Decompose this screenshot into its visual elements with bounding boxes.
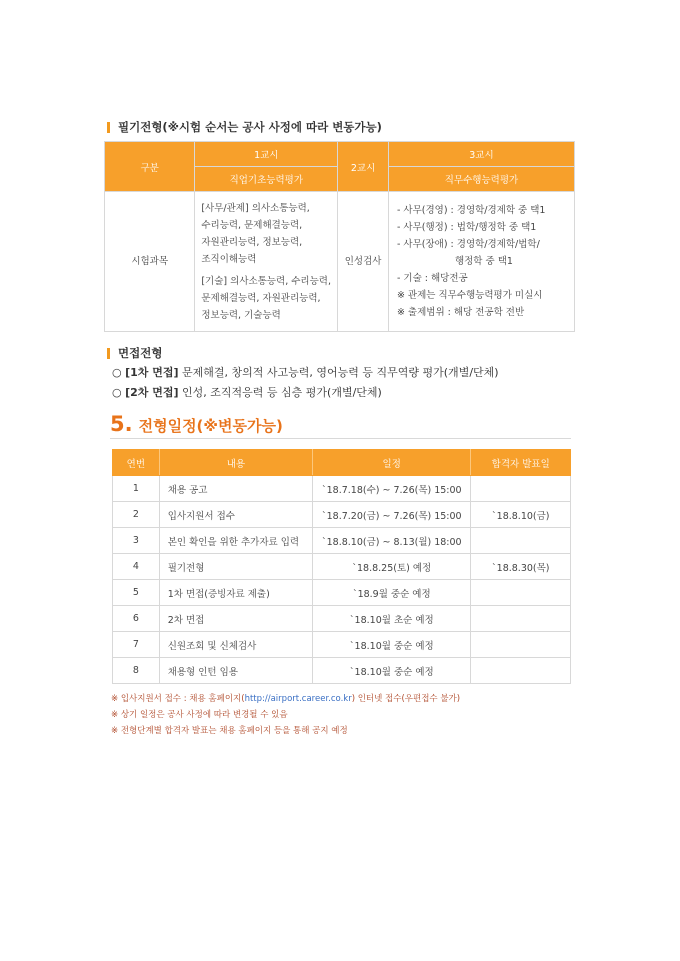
cell-content: 채용 공고 [159, 476, 312, 502]
cell-announce [471, 528, 571, 554]
tech-subjects [201, 273, 331, 324]
schedule-body [113, 476, 571, 684]
table-row [113, 658, 571, 684]
bullet-icon: ○ [112, 366, 122, 379]
cell-announce [471, 606, 571, 632]
period3-line: - 사무(행정) : 법학/행정학 중 택1 [396, 222, 537, 233]
schedule-header: 내용 [159, 450, 312, 476]
section5-number: 5. [110, 412, 133, 436]
cell-number: 2 [113, 502, 160, 528]
note-1-suffix: ) 인터넷 접수(우편접수 불가) [351, 694, 461, 704]
tech-line: 정보능력, 기술능력 [201, 309, 281, 321]
interview-second-label: [2차 면접] [125, 386, 179, 399]
period3-line: - 기술 : 해당전공 [396, 273, 468, 284]
schedule-table [112, 449, 571, 684]
interview-second-text: 인성, 조직적응력 등 심층 평가(개별/단체) [178, 386, 382, 399]
table-row [113, 606, 571, 632]
header-period1-sub: 직업기초능력평가 [195, 167, 338, 192]
office-line: 의사소통능력, [248, 202, 310, 214]
office-line: 수리능력, 문제해결능력, [201, 219, 303, 231]
tech-title: [기술] [201, 275, 228, 287]
interview-first [112, 364, 499, 380]
header-category: 구분 [105, 142, 195, 192]
cell-content: 필기전형 [159, 554, 312, 580]
note-1 [111, 691, 460, 707]
schedule-header: 일정 [313, 450, 471, 476]
heading-bar [107, 122, 110, 133]
interview-second [112, 384, 382, 400]
section5-title: 전형일정(※변동가능) [138, 417, 283, 435]
career-site-link[interactable]: http://airport.career.co.kr [244, 694, 352, 704]
cell-date: `18.10월 중순 예정 [313, 632, 471, 658]
note-2: ※ 상기 일정은 공사 사정에 따라 변경될 수 있음 [111, 710, 288, 720]
note-1-prefix: ※ 입사지원서 접수 : 채용 홈페이지( [111, 694, 245, 704]
cell-date: `18.7.18(수) ~ 7.26(목) 15:00 [313, 476, 471, 502]
period3-line: ※ 관제는 직무수행능력평가 미실시 [396, 290, 543, 301]
cell-announce: `18.8.30(목) [471, 554, 571, 580]
cell-number: 7 [113, 632, 160, 658]
cell-announce [471, 476, 571, 502]
period1-subjects [195, 192, 338, 332]
cell-number: 8 [113, 658, 160, 684]
cell-content: 신원조회 및 신체검사 [159, 632, 312, 658]
period2-subject: 인성검사 [338, 192, 389, 332]
cell-date: `18.10월 초순 예정 [313, 606, 471, 632]
cell-date: `18.8.10(금) ~ 8.13(월) 18:00 [313, 528, 471, 554]
cell-content: 채용형 인턴 임용 [159, 658, 312, 684]
cell-date: `18.10월 중순 예정 [313, 658, 471, 684]
schedule-header: 합격자 발표일 [471, 450, 571, 476]
interview-heading [107, 345, 162, 361]
cell-number: 3 [113, 528, 160, 554]
office-line: 조직이해능력 [201, 253, 257, 265]
cell-announce: `18.8.10(금) [471, 502, 571, 528]
cell-date: `18.9월 중순 예정 [313, 580, 471, 606]
period3-line: - 사무(경영) : 경영학/경제학 중 택1 [396, 205, 546, 216]
header-period3: 3교시 [388, 142, 574, 167]
office-subjects [201, 200, 331, 268]
office-line: 자원관리능력, 정보능력, [201, 236, 303, 248]
header-period1: 1교시 [195, 142, 338, 167]
header-period3-sub: 직무수행능력평가 [388, 167, 574, 192]
table-row [113, 502, 571, 528]
cell-content: 2차 면접 [159, 606, 312, 632]
period3-line: - 사무(장애) : 경영학/경제학/법학/ [396, 239, 540, 250]
cell-content: 입사지원서 접수 [159, 502, 312, 528]
cell-announce [471, 658, 571, 684]
bullet-icon: ○ [112, 386, 122, 399]
table-row [113, 632, 571, 658]
table-row [113, 554, 571, 580]
section-divider [110, 438, 571, 439]
cell-number: 5 [113, 580, 160, 606]
cell-announce [471, 580, 571, 606]
period3-subjects [388, 192, 574, 332]
section5-heading [110, 412, 283, 436]
heading-bar [107, 348, 110, 359]
schedule-header: 연번 [113, 450, 160, 476]
cell-announce [471, 632, 571, 658]
cell-number: 1 [113, 476, 160, 502]
interview-title: 면접전형 [118, 346, 163, 360]
period3-line: ※ 출제범위 : 해당 전공학 전반 [396, 307, 525, 318]
note-3: ※ 전형단계별 합격자 발표는 채용 홈페이지 등을 통해 공지 예정 [111, 726, 348, 736]
written-exam-heading [107, 119, 382, 135]
header-period2: 2교시 [338, 142, 389, 192]
notes [111, 691, 460, 739]
written-exam-title: 필기전형(※시험 순서는 공사 사정에 따라 변동가능) [118, 120, 382, 134]
table-row [113, 476, 571, 502]
interview-first-label: [1차 면접] [125, 366, 179, 379]
cell-content: 1차 면접(증빙자료 제출) [159, 580, 312, 606]
cell-number: 6 [113, 606, 160, 632]
interview-first-text: 문제해결, 창의적 사고능력, 영어능력 등 직무역량 평가(개별/단체) [178, 366, 499, 379]
tech-line: 의사소통능력, 수리능력, [227, 275, 331, 287]
cell-content: 본인 확인을 위한 추가자료 입력 [159, 528, 312, 554]
table-row [113, 580, 571, 606]
table-row [113, 528, 571, 554]
row-label: 시험과목 [105, 192, 195, 332]
cell-date: `18.7.20(금) ~ 7.26(목) 15:00 [313, 502, 471, 528]
written-exam-table [104, 141, 575, 332]
cell-number: 4 [113, 554, 160, 580]
tech-line: 문제해결능력, 자원관리능력, [201, 292, 321, 304]
cell-date: `18.8.25(토) 예정 [313, 554, 471, 580]
period3-line: 행정학 중 택1 [454, 256, 513, 267]
office-title: [사무/관제] [201, 202, 249, 214]
